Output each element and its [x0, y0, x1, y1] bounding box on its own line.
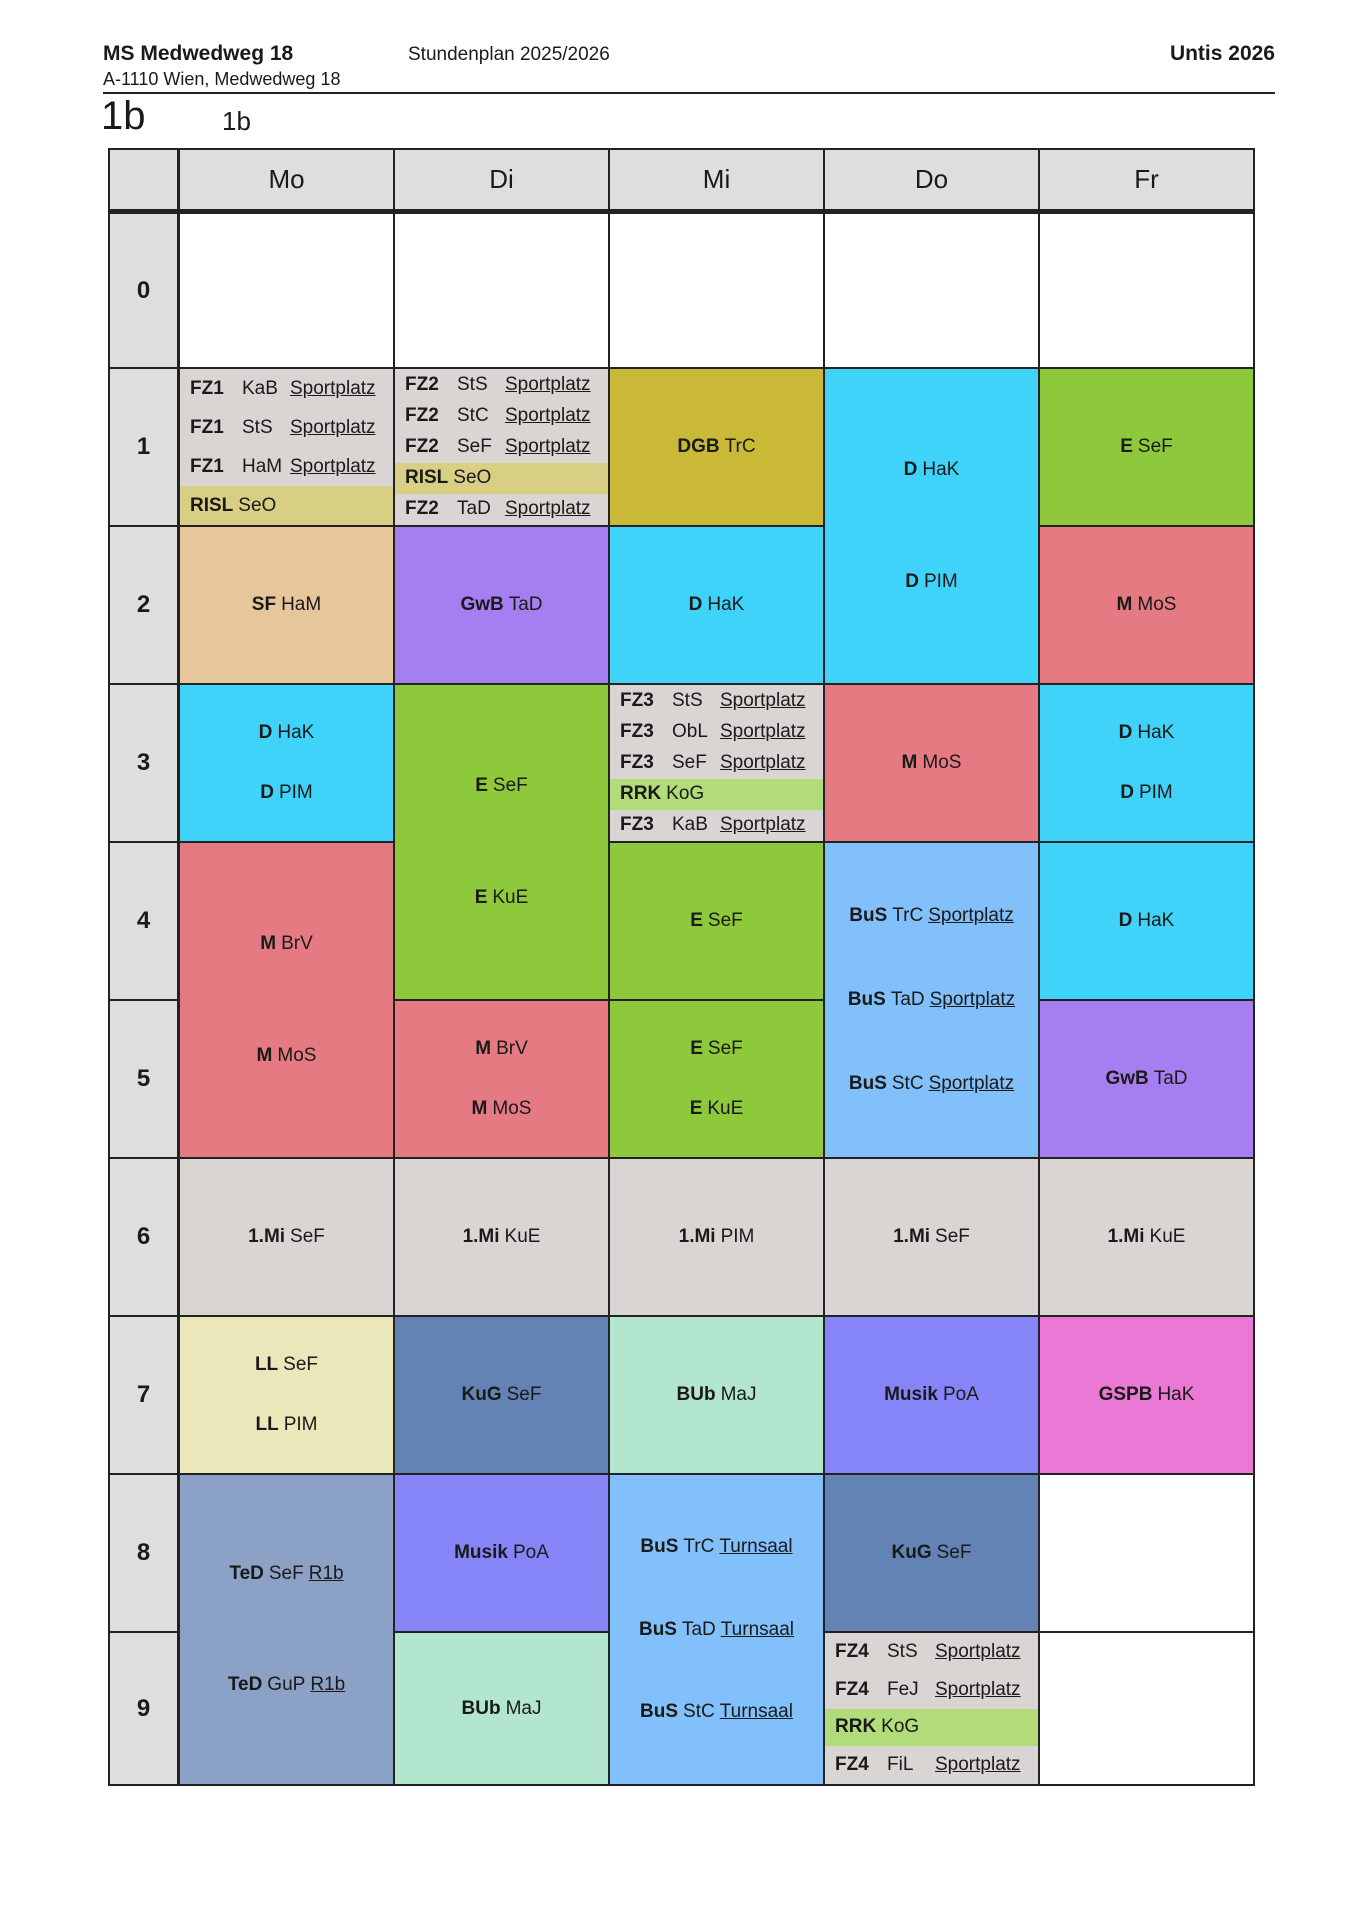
lesson-entry: [849, 905, 1014, 927]
subject-code: FZ2: [405, 404, 439, 426]
teacher-code: StC: [891, 1073, 924, 1094]
subject-code: BuS: [848, 1073, 887, 1094]
lesson-entry: [259, 722, 315, 744]
subject-code: BuS: [638, 1618, 677, 1640]
teacher-code: SeF: [1137, 436, 1173, 457]
room-link[interactable]: Sportplatz: [935, 1640, 1021, 1662]
teacher-code: SeF: [492, 775, 528, 796]
lesson-block-mi7[interactable]: [610, 1317, 825, 1475]
lesson-block-mo6[interactable]: [180, 1159, 395, 1317]
teacher-code: KoG: [666, 783, 705, 805]
subject-code: D: [258, 722, 273, 744]
subject-code: FZ4: [835, 1640, 869, 1662]
lesson-block-fr7[interactable]: [1040, 1317, 1255, 1475]
room-link[interactable]: R1b: [310, 1673, 346, 1695]
teacher-code: KuE: [492, 887, 529, 908]
teacher-code: HaM: [242, 455, 283, 477]
lesson-entry: [180, 447, 393, 486]
empty-slot: [1040, 1475, 1255, 1633]
lesson-block-do9[interactable]: [825, 1633, 1040, 1786]
teacher-code: TrC: [724, 436, 756, 457]
lesson-entry: [1099, 1384, 1195, 1406]
lesson-entry: [256, 1414, 318, 1436]
lesson-entry: [892, 1542, 972, 1564]
teacher-code: MoS: [922, 752, 962, 773]
room-link[interactable]: Sportplatz: [928, 905, 1014, 926]
lesson-entry: [475, 887, 529, 909]
teacher-code: PoA: [512, 1542, 549, 1563]
timetable-grid: [108, 148, 1255, 1786]
subject-code: E: [689, 1097, 703, 1119]
teacher-code: PIM: [1138, 781, 1173, 803]
lesson-entry: [180, 408, 393, 447]
lesson-block-di34[interactable]: [395, 685, 610, 1001]
lesson-entry: [690, 1098, 744, 1120]
lesson-block-di7[interactable]: [395, 1317, 610, 1475]
subject-code: FZ4: [835, 1754, 869, 1776]
teacher-code: HaK: [1157, 1384, 1195, 1405]
software-label: Untis 2026: [1169, 42, 1275, 65]
room-link[interactable]: R1b: [308, 1563, 344, 1585]
lesson-entry: [610, 685, 823, 716]
lesson-entry: [690, 910, 743, 932]
lesson-block-fr3[interactable]: [1040, 685, 1255, 843]
lesson-entry: [454, 1542, 549, 1564]
subject-code: BuS: [847, 989, 886, 1010]
subject-code: E: [1120, 436, 1133, 457]
subject-code: DGB: [677, 436, 720, 457]
lesson-block-mi2[interactable]: [610, 527, 825, 685]
subject-code: 1.Mi: [893, 1226, 931, 1247]
teacher-code: PoA: [942, 1384, 979, 1405]
teacher-code: HaK: [277, 722, 315, 744]
lesson-block-di2[interactable]: [395, 527, 610, 685]
lesson-entry: [825, 1746, 1038, 1784]
lesson-block-mo3[interactable]: [180, 685, 395, 843]
lesson-entry: [460, 594, 542, 616]
teacher-code: PIM: [283, 1413, 318, 1435]
subject-code: BuS: [640, 1535, 679, 1557]
subject-code: FZ4: [835, 1678, 869, 1700]
subject-code: FZ1: [190, 416, 224, 438]
subject-code: 1.Mi: [678, 1226, 716, 1247]
teacher-code: SeF: [290, 1226, 325, 1247]
teacher-code: KuE: [707, 1097, 744, 1119]
teacher-code: StS: [887, 1640, 918, 1662]
empty-slot: [1040, 1633, 1255, 1786]
teacher-code: PIM: [720, 1226, 755, 1247]
lesson-entry: [1120, 436, 1173, 458]
subject-code: KuG: [461, 1384, 502, 1405]
teacher-code: HaK: [922, 459, 960, 480]
lesson-entry: [825, 1709, 1038, 1747]
lesson-entry: [180, 486, 393, 525]
room-link[interactable]: Sportplatz: [935, 1754, 1021, 1776]
school-address: A-1110 Wien, Medwedweg 18: [103, 69, 341, 89]
subject-code: 1.Mi: [462, 1226, 500, 1247]
subject-code: 1.Mi: [248, 1226, 286, 1247]
subject-code: RISL: [405, 467, 449, 489]
day-header-mo: Mo: [180, 150, 395, 212]
lesson-entry: [395, 400, 608, 431]
room-link[interactable]: Sportplatz: [505, 498, 591, 520]
teacher-code: HaK: [1137, 910, 1175, 931]
lesson-block-mo7[interactable]: [180, 1317, 395, 1475]
teacher-code: SeF: [935, 1226, 970, 1247]
teacher-code: StS: [672, 689, 703, 711]
lesson-entry: [848, 989, 1015, 1011]
lesson-block-fr6[interactable]: [1040, 1159, 1255, 1317]
teacher-code: TrC: [892, 905, 924, 926]
subject-code: LL: [255, 1413, 279, 1435]
teacher-code: PIM: [278, 781, 313, 803]
empty-slot: [395, 212, 610, 369]
teacher-code: TrC: [683, 1535, 715, 1557]
subject-code: BUb: [461, 1697, 501, 1719]
lesson-block-mo45[interactable]: [180, 843, 395, 1159]
day-header-do: Do: [825, 150, 1040, 212]
empty-slot: [1040, 212, 1255, 369]
lesson-entry: [1105, 1068, 1187, 1090]
lesson-entry: [395, 369, 608, 400]
lesson-block-mo1[interactable]: [180, 369, 395, 527]
teacher-code: StC: [457, 404, 489, 426]
teacher-code: SeF: [707, 1038, 743, 1060]
subject-code: M: [475, 1038, 492, 1060]
lesson-entry: [905, 571, 958, 593]
lesson-entry: [252, 594, 321, 616]
teacher-code: BrV: [281, 933, 313, 954]
empty-slot: [180, 212, 395, 369]
subject-code: LL: [254, 1354, 279, 1376]
subject-code: FZ2: [405, 498, 439, 520]
lesson-entry: [689, 594, 745, 616]
teacher-code: FeJ: [887, 1678, 919, 1700]
room-link[interactable]: Sportplatz: [929, 989, 1016, 1010]
teacher-code: SeO: [453, 467, 492, 489]
day-header-fr: Fr: [1040, 150, 1255, 212]
lesson-entry: [639, 1619, 794, 1641]
room-link[interactable]: Sportplatz: [290, 455, 376, 477]
lesson-entry: [248, 1226, 325, 1248]
room-link[interactable]: Sportplatz: [935, 1678, 1021, 1700]
subject-code: D: [260, 781, 274, 803]
teacher-code: KaB: [242, 377, 278, 399]
lesson-entry: [904, 459, 960, 481]
teacher-code: StC: [683, 1701, 715, 1723]
subject-code: D: [903, 459, 918, 480]
teacher-code: KuE: [1149, 1226, 1186, 1247]
lesson-block-mi5[interactable]: [610, 1001, 825, 1159]
room-link[interactable]: Sportplatz: [505, 436, 591, 457]
teacher-code: HaK: [707, 594, 745, 615]
teacher-code: StS: [242, 416, 273, 438]
subject-code: BuS: [849, 905, 888, 926]
room-link[interactable]: Sportplatz: [505, 373, 591, 395]
lesson-entry: [463, 1226, 541, 1248]
room-link[interactable]: Sportplatz: [290, 377, 376, 399]
lesson-entry: [902, 752, 962, 774]
lesson-entry: [1120, 782, 1173, 804]
lesson-block-do6[interactable]: [825, 1159, 1040, 1317]
subject-code: FZ3: [620, 689, 654, 711]
lesson-block-do7[interactable]: [825, 1317, 1040, 1475]
room-link[interactable]: Sportplatz: [290, 416, 376, 438]
day-header-di: Di: [395, 150, 610, 212]
class-name-small: 1b: [222, 106, 251, 136]
teacher-code: KaB: [672, 814, 708, 836]
subject-code: KuG: [891, 1542, 932, 1563]
lesson-block-fr2[interactable]: [1040, 527, 1255, 685]
period-header-3: 3: [110, 685, 180, 843]
lesson-block-di8[interactable]: [395, 1475, 610, 1633]
lesson-entry: [884, 1384, 979, 1406]
empty-slot: [610, 212, 825, 369]
subject-code: RISL: [190, 494, 234, 516]
grid-corner: [110, 150, 180, 212]
room-link[interactable]: Sportplatz: [505, 404, 591, 426]
subject-code: D: [1120, 781, 1134, 803]
lesson-entry: [1119, 722, 1175, 744]
subject-code: FZ2: [405, 436, 439, 457]
teacher-code: MoS: [492, 1097, 532, 1119]
subject-code: BUb: [676, 1384, 716, 1405]
teacher-code: SeF: [268, 1563, 304, 1585]
subject-code: M: [471, 1097, 488, 1119]
teacher-code: FiL: [887, 1754, 914, 1776]
teacher-code: SeF: [672, 752, 707, 773]
subject-code: FZ2: [405, 373, 439, 395]
subject-code: SF: [251, 594, 277, 615]
teacher-code: SeF: [936, 1542, 972, 1563]
lesson-block-mi89[interactable]: [610, 1475, 825, 1786]
lesson-block-fr1[interactable]: [1040, 369, 1255, 527]
teacher-code: TaD: [1153, 1068, 1188, 1089]
lesson-entry: [610, 716, 823, 747]
teacher-code: MoS: [277, 1045, 317, 1066]
teacher-code: SeF: [283, 1354, 319, 1376]
subject-code: Musik: [454, 1542, 508, 1563]
lesson-entry: [472, 1098, 532, 1120]
subject-code: GSPB: [1098, 1384, 1153, 1405]
teacher-code: StS: [457, 373, 488, 395]
lesson-entry: [825, 1671, 1038, 1709]
teacher-code: KuE: [504, 1226, 541, 1247]
lesson-entry: [395, 494, 608, 525]
subject-code: Musik: [884, 1384, 938, 1405]
lesson-entry: [610, 779, 823, 810]
lesson-block-do45[interactable]: [825, 843, 1040, 1159]
subject-code: D: [1118, 722, 1133, 744]
lesson-block-di1[interactable]: [395, 369, 610, 527]
lesson-entry: [1119, 910, 1175, 932]
lesson-entry: [1117, 594, 1177, 616]
lesson-block-fr5[interactable]: [1040, 1001, 1255, 1159]
page-header: [103, 42, 1275, 94]
lesson-entry: [610, 747, 823, 778]
subject-code: GwB: [1105, 1068, 1149, 1089]
subject-code: E: [474, 887, 488, 908]
lesson-block-mi3[interactable]: [610, 685, 825, 843]
subject-code: E: [690, 1038, 703, 1060]
teacher-code: SeO: [238, 494, 277, 516]
period-header-4: 4: [110, 843, 180, 1001]
lesson-entry: [690, 1038, 743, 1060]
lesson-entry: [395, 463, 608, 494]
teacher-code: KoG: [881, 1716, 920, 1738]
subject-code: GwB: [460, 594, 504, 615]
lesson-entry: [1108, 1226, 1186, 1248]
teacher-code: BrV: [496, 1038, 528, 1060]
lesson-entry: [260, 933, 313, 955]
teacher-code: PIM: [923, 571, 958, 592]
lesson-block-do3[interactable]: [825, 685, 1040, 843]
lesson-block-mo89[interactable]: [180, 1475, 395, 1786]
lesson-entry: [260, 782, 313, 804]
subject-code: M: [1116, 594, 1133, 615]
lesson-block-mi1[interactable]: [610, 369, 825, 527]
lesson-entry: [849, 1073, 1014, 1095]
subject-code: TeD: [227, 1673, 263, 1695]
room-link[interactable]: Turnsaal: [719, 1701, 793, 1723]
teacher-code: SeF: [707, 910, 743, 931]
teacher-code: TaD: [890, 989, 925, 1010]
lesson-entry: [677, 436, 755, 458]
lesson-entry: [395, 431, 608, 462]
lesson-block-di9[interactable]: [395, 1633, 610, 1786]
empty-slot: [825, 212, 1040, 369]
lesson-entry: [679, 1226, 755, 1248]
lesson-entry: [257, 1045, 317, 1067]
lesson-entry: [610, 810, 823, 841]
room-link[interactable]: Sportplatz: [720, 689, 806, 711]
lesson-block-mo2[interactable]: [180, 527, 395, 685]
subject-code: BuS: [640, 1701, 679, 1723]
lesson-block-fr4[interactable]: [1040, 843, 1255, 1001]
subject-code: D: [905, 571, 919, 592]
lesson-block-di5[interactable]: [395, 1001, 610, 1159]
period-header-5: 5: [110, 1001, 180, 1159]
room-link[interactable]: Sportplatz: [928, 1073, 1015, 1094]
subject-code: E: [690, 910, 703, 931]
day-header-mi: Mi: [610, 150, 825, 212]
subject-code: M: [260, 933, 277, 954]
period-header-9: 9: [110, 1633, 180, 1786]
period-header-0: 0: [110, 212, 180, 369]
subject-code: D: [688, 594, 703, 615]
period-header-6: 6: [110, 1159, 180, 1317]
subject-code: 1.Mi: [1107, 1226, 1145, 1247]
subject-code: FZ3: [620, 720, 654, 742]
subject-code: RRK: [620, 783, 662, 805]
teacher-code: HaK: [1137, 722, 1175, 744]
subject-code: TeD: [229, 1563, 264, 1585]
lesson-entry: [475, 775, 528, 797]
plan-title: Stundenplan 2025/2026: [408, 44, 610, 65]
room-link[interactable]: Sportplatz: [720, 814, 806, 836]
room-link[interactable]: Sportplatz: [720, 720, 806, 742]
lesson-entry: [229, 1563, 343, 1585]
room-link[interactable]: Turnsaal: [719, 1535, 793, 1557]
class-name-large: 1b: [101, 94, 146, 138]
subject-code: FZ1: [190, 455, 224, 477]
lesson-entry: [255, 1354, 318, 1376]
lesson-entry: [462, 1384, 542, 1406]
room-link[interactable]: Sportplatz: [720, 752, 806, 773]
lesson-entry: [825, 1633, 1038, 1671]
lesson-block-mi4[interactable]: [610, 843, 825, 1001]
period-header-7: 7: [110, 1317, 180, 1475]
subject-code: FZ1: [190, 377, 224, 399]
teacher-code: MoS: [1137, 594, 1177, 615]
subject-code: M: [901, 752, 918, 773]
lesson-entry: [677, 1384, 757, 1406]
teacher-code: TaD: [457, 498, 491, 520]
subject-code: FZ3: [620, 814, 654, 836]
lesson-block-do8[interactable]: [825, 1475, 1040, 1633]
period-header-1: 1: [110, 369, 180, 527]
lesson-entry: [228, 1674, 345, 1696]
lesson-entry: [640, 1701, 793, 1723]
room-link[interactable]: Turnsaal: [720, 1618, 794, 1640]
period-header-8: 8: [110, 1475, 180, 1633]
subject-code: E: [475, 775, 488, 796]
subject-code: D: [1118, 910, 1133, 931]
lesson-block-di6[interactable]: [395, 1159, 610, 1317]
subject-code: FZ3: [620, 752, 654, 773]
subject-code: M: [256, 1045, 273, 1066]
lesson-entry: [893, 1226, 970, 1248]
teacher-code: TaD: [508, 594, 543, 615]
subject-code: RRK: [835, 1716, 877, 1738]
teacher-code: MaJ: [720, 1384, 757, 1405]
lesson-entry: [180, 369, 393, 408]
teacher-code: SeF: [506, 1384, 542, 1405]
lesson-block-do12[interactable]: [825, 369, 1040, 685]
period-header-2: 2: [110, 527, 180, 685]
lesson-entry: [640, 1536, 792, 1558]
teacher-code: TaD: [681, 1618, 716, 1640]
teacher-code: SeF: [457, 436, 492, 457]
lesson-entry: [462, 1698, 542, 1720]
teacher-code: HaM: [281, 594, 322, 615]
teacher-code: MaJ: [505, 1697, 542, 1719]
lesson-entry: [475, 1038, 528, 1060]
school-name: MS Medwedweg 18: [103, 42, 294, 65]
lesson-block-mi6[interactable]: [610, 1159, 825, 1317]
teacher-code: ObL: [672, 720, 708, 742]
teacher-code: GuP: [267, 1673, 306, 1695]
